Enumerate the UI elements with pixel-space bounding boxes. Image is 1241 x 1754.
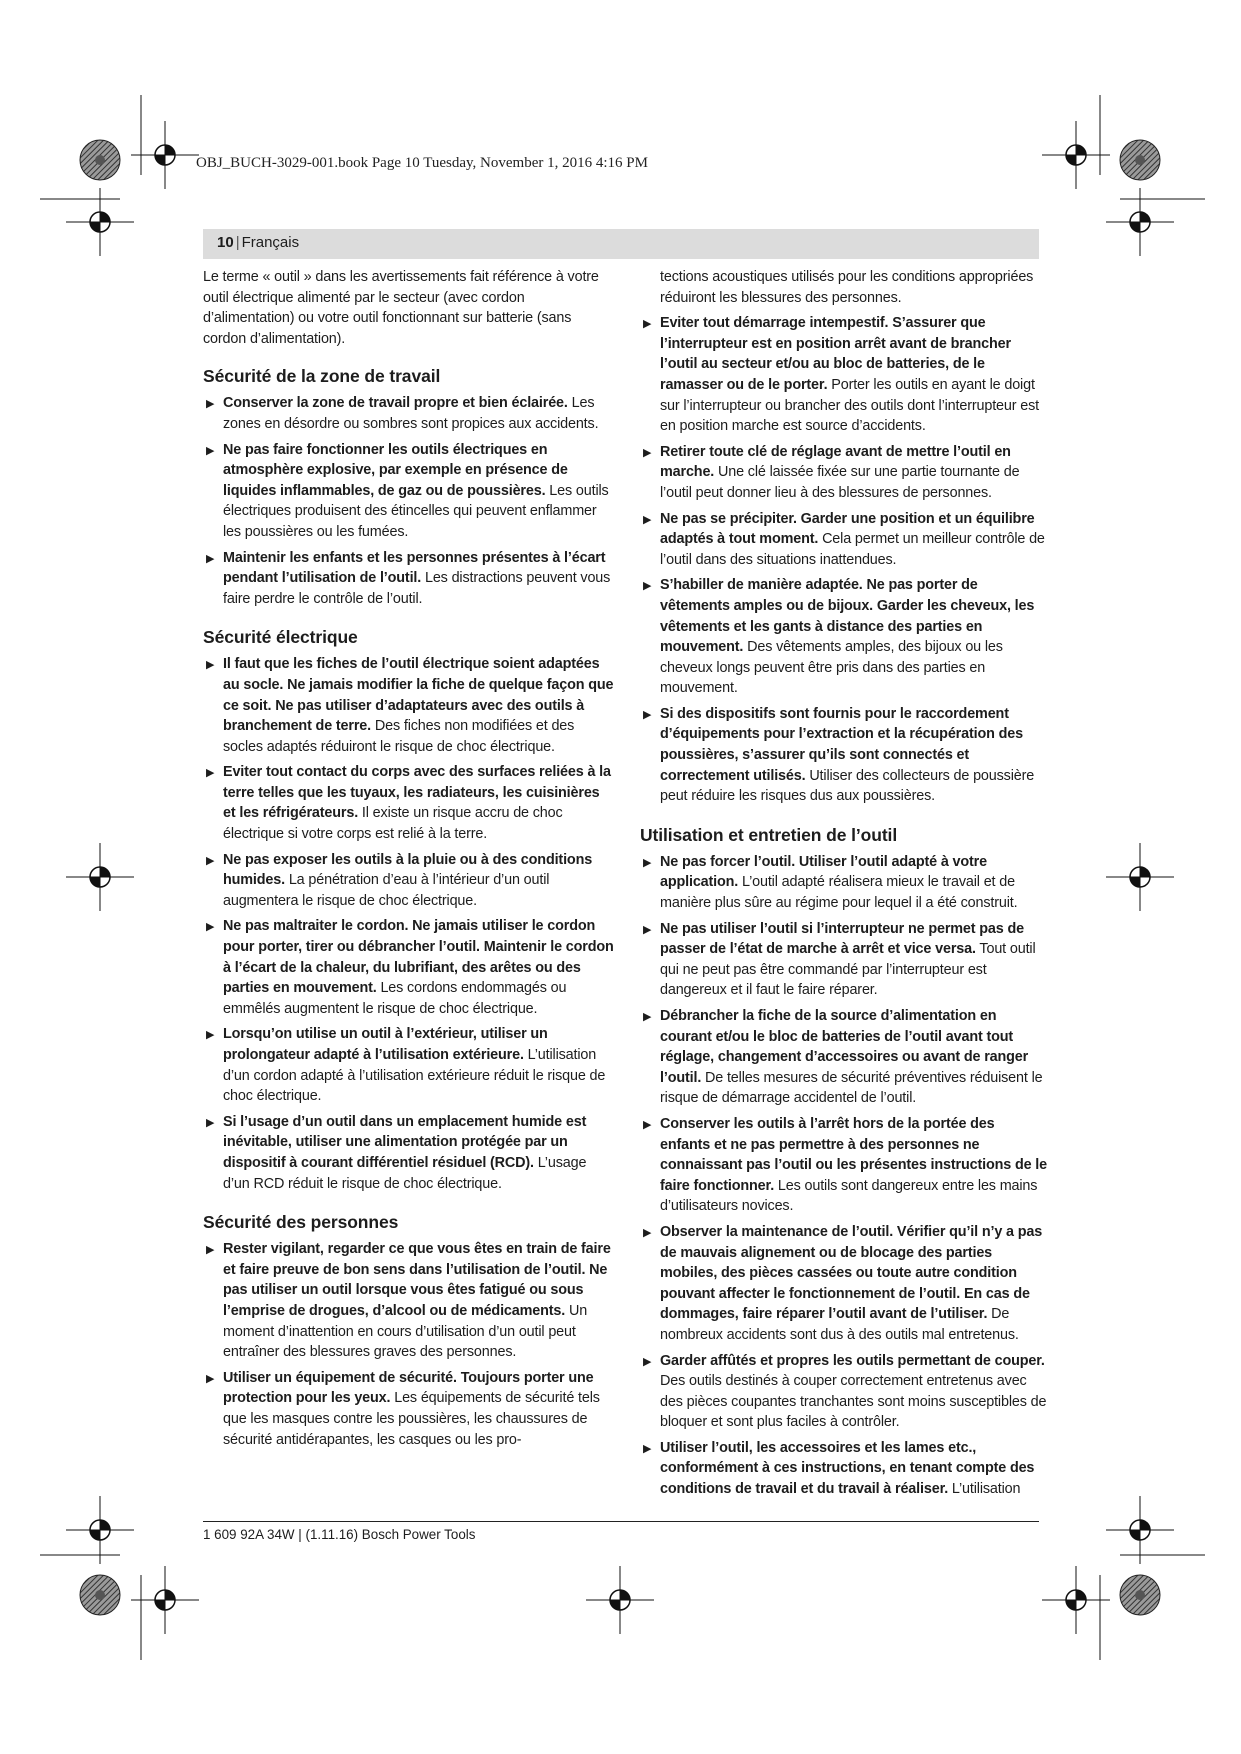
list-item: ▶ Si l’usage d’un outil dans un emplacement humide est inévitable, utiliser une alimentation protégée par un dispositif à courant différentiel résiduel (RCD). L’usage d’un RCD réduit le risque de choc électrique.	[206, 1113, 587, 1192]
crop-mark-bottom-left	[40, 1496, 199, 1660]
bullet-triangle-icon: ▶	[206, 1029, 215, 1042]
list-item: ▶ Utiliser l’outil, les accessoires et les lames etc., conformément à ces instructions, en tenant compte des conditions de travail et du travail à réaliser. L’utilisation	[643, 1439, 1035, 1498]
list-item: ▶ Conserver les outils à l’arrêt hors de la portée des enfants et ne pas permettre à des personnes ne connaissant pas l’outil ou les présentes instructions de le faire fonctionner. Les outils sont dangereux entre les mains d’utilisateurs novices.	[643, 1115, 1047, 1215]
bullet-triangle-icon: ▶	[643, 1442, 652, 1455]
bullet-triangle-icon: ▶	[643, 1118, 652, 1131]
bullet-triangle-icon: ▶	[643, 923, 652, 936]
list-item: ▶ Maintenir les enfants et les personnes présentes à l’écart pendant l’utilisation de l’outil. Les distractions peuvent vous faire perdre le contrôle de l’outil.	[206, 549, 611, 607]
bullet-triangle-icon: ▶	[206, 1244, 215, 1257]
bullet-triangle-icon: ▶	[643, 580, 652, 593]
section-title-tool-use: Utilisation et entretien de l’outil	[640, 824, 898, 845]
list-item: ▶ Lorsqu’on utilise un outil à l’extérieur, utiliser un prolongateur adapté à l’utilisation extérieure. L’utilisation d’un cordon adapté à l’utilisation extérieure réduit le risque de choc électrique.	[206, 1026, 606, 1105]
crop-mark-top-left	[40, 95, 199, 256]
crop-mark-bottom-right	[1042, 1496, 1205, 1660]
bullet-triangle-icon: ▶	[206, 444, 215, 457]
page-footer: 1 609 92A 34W | (1.11.16) Bosch Power Tools	[203, 1527, 476, 1542]
list-item: ▶ Eviter tout démarrage intempestif. S’assurer que l’interrupteur est en position arrêt avant de brancher l’outil au secteur et/ou au bloc de batteries, de le ramasser ou de le porter. Porter les outils en ayant le doigt sur l’interrupteur ou brancher des outils dont l’interrupteur est en position marche est source d’accidents.	[643, 315, 1040, 435]
bullet-triangle-icon: ▶	[206, 767, 215, 780]
list-item: ▶ S’habiller de manière adaptée. Ne pas porter de vêtements amples ou de bijoux. Garder les cheveux, les vêtements et les gants à distance des parties en mouvement. Des vêtements amples, des bijoux ou les cheveux longs peuvent être pris dans des parties en mouvement.	[643, 577, 1035, 697]
bullet-triangle-icon: ▶	[643, 708, 652, 721]
section-title-personal: Sécurité des personnes	[203, 1212, 399, 1233]
left-column	[203, 267, 615, 1455]
bullet-triangle-icon: ▶	[206, 552, 215, 565]
list-item: ▶ Observer la maintenance de l’outil. Vérifier qu’il n’y a pas de mauvais alignement ou de blocage des parties mobiles, des pièces cassées ou toute autre condition pouvant affecter le fonctionnement de l’outil. En cas de dommages, faire réparer l’outil avant de l’utiliser. De nombreux accidents sont dus à des outils mal entretenus.	[643, 1223, 1043, 1343]
section-title-work-area: Sécurité de la zone de travail	[203, 366, 441, 387]
list-item: ▶ Conserver la zone de travail propre et bien éclairée. Les zones en désordre ou sombres sont propices aux accidents.	[206, 395, 599, 432]
footer-rule	[203, 1521, 1039, 1522]
list-item: ▶ Garder affûtés et propres les outils permettant de couper. Des outils destinés à couper correctement entretenus avec des pièces coupantes tranchantes sont moins susceptibles de bloquer et sont plus faciles à contrôler.	[643, 1352, 1047, 1431]
continued-text: tections acoustiques utilisés pour les conditions appropriées réduiront les blessures des personnes.	[660, 269, 1034, 306]
header-band	[203, 229, 1039, 259]
header-separator: |	[235, 234, 240, 251]
header-language: Français	[241, 234, 300, 251]
list-item: ▶ Débrancher la fiche de la source d’alimentation en courant et/ou le bloc de batteries de l’outil avant tout réglage, changement d’accessoires ou avant de ranger l’outil. De telles mesures de sécurité préventives réduisent le risque de démarrage accidentel de l’outil.	[643, 1008, 1043, 1107]
right-column	[640, 267, 1048, 1505]
bullet-triangle-icon: ▶	[643, 446, 652, 459]
list-item: ▶ Ne pas forcer l’outil. Utiliser l’outil adapté à votre application. L’outil adapté réalisera mieux le travail et de manière plus sûre au régime pour lequel il a été construit.	[643, 853, 1018, 912]
bullet-triangle-icon: ▶	[643, 1355, 652, 1368]
list-item: ▶ Ne pas se précipiter. Garder une position et un équilibre adaptés à tout moment. Cela permet un meilleur contrôle de l’outil dans des situations inattendues.	[643, 510, 1045, 568]
list-item: ▶ Eviter tout contact du corps avec des surfaces reliées à la terre telles que les tuyaux, les radiateurs, les cuisinières et les réfrigérateurs. Il existe un risque accru de choc électrique si votre corps est relié à la terre.	[206, 764, 611, 843]
bullet-triangle-icon: ▶	[206, 921, 215, 934]
bullet-triangle-icon: ▶	[643, 1011, 652, 1023]
list-item: ▶ Ne pas utiliser l’outil si l’interrupteur ne permet pas de passer de l’état de marche à arrêt et vice versa. Tout outil qui ne peut pas être commandé par l’interrupteur est dangereux et il faut le faire réparer.	[643, 920, 1036, 999]
bullet-triangle-icon: ▶	[643, 856, 652, 869]
bullet-triangle-icon: ▶	[643, 1226, 652, 1239]
bullet-triangle-icon: ▶	[206, 398, 215, 411]
section-title-electrical: Sécurité électrique	[203, 627, 358, 648]
bullet-triangle-icon: ▶	[643, 318, 652, 331]
page-number: 10	[217, 234, 234, 251]
bullet-triangle-icon: ▶	[206, 659, 215, 672]
bullet-triangle-icon: ▶	[206, 1116, 215, 1129]
list-item: ▶ Ne pas maltraiter le cordon. Ne jamais utiliser le cordon pour porter, tirer ou débrancher l’outil. Maintenir le cordon à l’écart de la chaleur, du lubrifiant, des arêtes ou des parties en mouvement. Les cordons endommagés ou emmêlés augmentent le risque de choc électrique.	[206, 918, 614, 1017]
list-item: ▶ Si des dispositifs sont fournis pour le raccordement d’équipements pour l’extraction et la récupération des poussières, s’assurer qu’ils sont connectés et correctement utilisés. Utiliser des collecteurs de poussière peut réduire les risques dus aux poussières.	[643, 705, 1035, 805]
crop-mark-top-right	[1042, 95, 1205, 256]
list-item: ▶ Ne pas exposer les outils à la pluie ou à des conditions humides. La pénétration d’eau à l’intérieur d’un outil augmentera le risque de choc électrique.	[206, 851, 593, 909]
list-item: ▶ Utiliser un équipement de sécurité. Toujours porter une protection pour les yeux. Les équipements de sécurité tels que les masques contre les poussières, les chaussures de sécurité antidérapantes, les casques ou les pro-	[206, 1369, 600, 1448]
intro-paragraph: Le terme « outil » dans les avertissements fait référence à votre outil électrique alimenté par le secteur (avec cordon d’alimentation) ou votre outil fonctionnant sur batterie (sans cordon d’alimentation).	[203, 269, 599, 347]
list-item: ▶ Rester vigilant, regarder ce que vous êtes en train de faire et faire preuve de bon sens dans l’utilisation de l’outil. Ne pas utiliser un outil lorsque vous êtes fatigué ou sous l’emprise de drogues, d’alcool ou de médicaments. Un moment d’inattention en cours d’utilisation d’un outil peut entraîner des blessures graves des personnes.	[206, 1241, 611, 1361]
bullet-triangle-icon: ▶	[206, 854, 215, 867]
bullet-triangle-icon: ▶	[643, 513, 652, 526]
bullet-triangle-icon: ▶	[206, 1372, 215, 1385]
list-item: ▶ Ne pas faire fonctionner les outils électriques en atmosphère explosive, par exemple en présence de liquides inflammables, de gaz ou de poussières. Les outils électriques produisent des étincelles qui peuvent enflammer les poussières ou les fumées.	[206, 441, 609, 540]
running-header	[217, 234, 299, 251]
print-slug: OBJ_BUCH-3029-001.book Page 10 Tuesday, November 1, 2016 4:16 PM	[196, 155, 648, 171]
list-item: ▶ Retirer toute clé de réglage avant de mettre l’outil en marche. Une clé laissée fixée sur une partie tournante de l’outil peut donner lieu à des blessures de personnes.	[643, 443, 1020, 501]
list-item: ▶ Il faut que les fiches de l’outil électrique soient adaptées au socle. Ne jamais modifier la fiche de quelque façon que ce soit. Ne pas utiliser d’adaptateurs avec des outils à branchement de terre. Des fiches non modifiées et des socles adaptés réduiront le risque de choc électrique.	[206, 656, 614, 755]
